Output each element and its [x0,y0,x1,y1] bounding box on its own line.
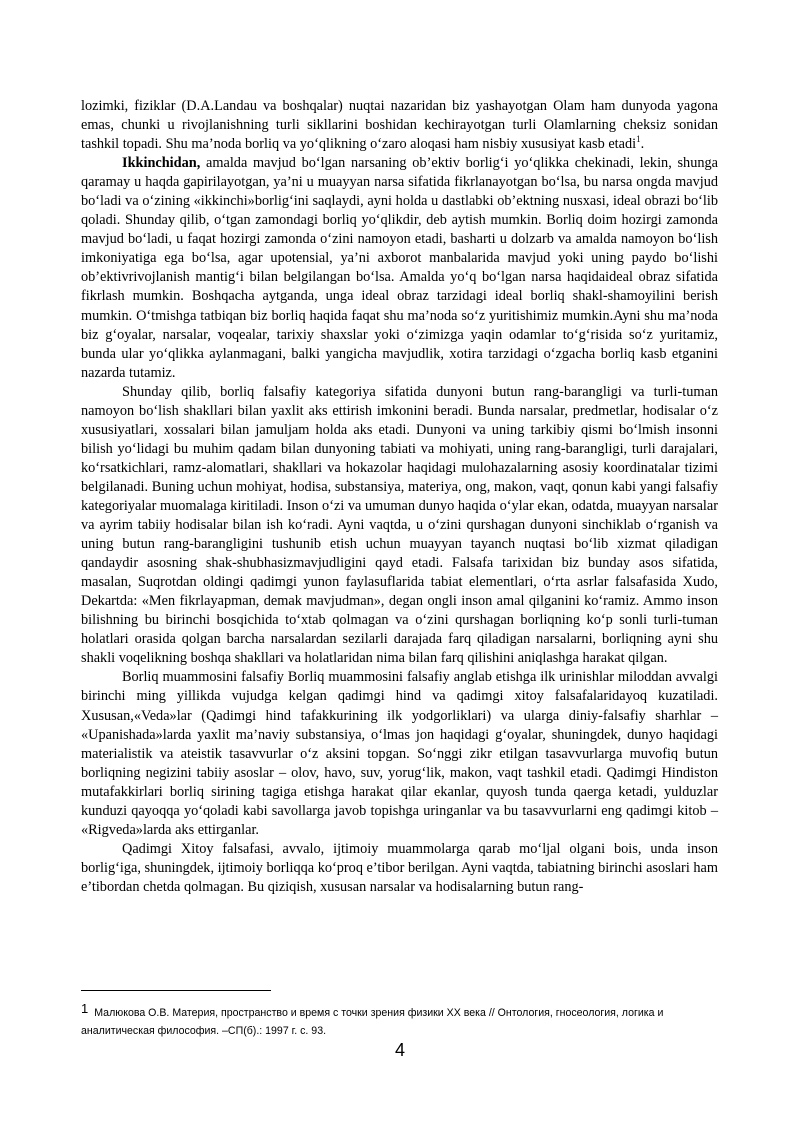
paragraph-3: Shunday qilib, borliq falsafiy kategoriya sifatida dunyoni butun rang-barangligi va turli-tuman namoyon bo‘lish shakllari bilan yaxlit aks ettirish imkonini beradi. Bunda narsalar, predmetlar, hodisalar o‘z xususiyatlari, xossalari bilan jamuljam holda aks etadi. Dunyoni va uning tarkibiy qismi bo‘lmish insonni bilish yo‘lidagi bu muhim qadam bilan dunyoning tabiati va mohiyati, uning rang-barangligi, turli darajalari, ko‘rsatkichlari, ramz-alomatlari, shakllari va hokazolar haqidagi mulohazalarning asosiy koordinatalar tizimi belgilanadi. Buning uchun mohiyat, hodisa, substansiya, materiya, ong, makon, vaqt, qonun kabi yangi falsafiy kategoriyalar muomalaga kiritiladi. Inson o‘zi va umuman dunyo haqida o‘ylar ekan, odatda, muayyan narsalar va ayrim tabiiy hodisalar bilan ish ko‘radi. Ayni vaqtda, u o‘zini qurshagan dunyoni sinchiklab o‘rganish va uning butun rang-barangligini tushunib etish uchun muayyan tayanch nuqtasi bo‘lib xizmat qiladigan qandaydir asosning shak-shubhasizmavjudligini qayd etadi. Falsafa tarixidan biz bunday asos sifatida, masalan, Suqrotdan oldingi qadimgi yunon faylasuflarida tabiat elementlari, o‘rta asrlar falsafasida Xudo, Dekartda: «Men fikrlayapman, demak mavjudman», degan ongli inson amal qilganini ko‘ramiz. Ammo inson bilishning bu birinchi bosqichida to‘xtab qolmagan va o‘zini qurshagan borliqning ko‘p sonli turli-tuman holatlari orasida qolgan barcha narsalardan sezilarli darajada farq qiladigan narsalarni, borliqning ayni shu shakli voqelikning boshqa shakllari va holatlaridan nima bilan farq qilishini aniqlashga harakat qilgan. [81,383,718,667]
paragraph-2-text: amalda mavjud bo‘lgan narsaning ob’ektiv borlig‘i yo‘qlikka chekinadi, lekin, shunga qaramay u haqda gapirilayotgan, ya’ni u muayyan narsa sifatida fikrlanayotgan bo‘lsa, bu narsa ongda mavjud bo‘ladi va o‘zining «ikkinchi»borlig‘ini saqlaydi, ayni holda u dastlabki ob’ektning nusxasi, ideal obrazi bo‘lib qoladi. Shunday qilib, o‘tgan zamondagi borliq yo‘qlikdir, deb aytish mumkin. Borliq doim hozirgi zamonda mavjud bo‘ladi, u faqat hozirgi zamonda o‘zini namoyon etadi, basharti u dolzarb va amalda namoyon bo‘lish imkoniyatiga ega bo‘lsa, agar upotensial, ya’ni axborot manbalarida mavjud yoki uning paydo bo‘lishi ob’ektivrivojlanish mantig‘i bilan belgilangan bo‘lsa. Amalda yo‘q bo‘lgan narsa haqidaideal obraz sifatida fikrlash mumkin. Boshqacha aytganda, unga ideal obraz tarzidagi ideal borliq shakl-shamoyilini berish mumkin. O‘tmishga tatbiqan biz borliq haqida faqat shu ma’noda so‘z yuritishimiz mumkin.Ayni shu ma’noda biz g‘oyalar, narsalar, voqealar, tarixiy shaxslar yoki o‘zimizga yaqin odamlar to‘g‘risida so‘z yuritamiz, bunda ular yo‘qlikka aylanmagani, balki yangicha mavjudlik, xotira tarzidagi o‘zgacha borliq kasb etganini nazarda tutamiz. [81,155,718,381]
body-text [81,97,718,897]
footnote-divider [81,990,271,991]
paragraph-2 [81,154,718,383]
paragraph-1 [81,97,718,154]
page-number: 4 [394,1040,405,1060]
paragraph-1-end: . [640,136,645,153]
footnote-reference[interactable]: 1 [636,134,641,145]
paragraph-1-text: lozimki, fiziklar (D.A.Landau va boshqalar) nuqtai nazaridan biz yashayotgan Olam ham dunyoda yagona emas, chunki u rivojlanishning turli sikllarini boshidan kechirayotgan turli Olamlarning cheksiz sonidan tashkil topadi. Shu ma’noda borliq va yo‘qlikning o‘zaro aloqasi ham nisbiy xususiyat kasb etadi [81,98,718,153]
footnote [81,1000,718,1040]
footnote-mark: 1 [81,1001,89,1016]
footnote-text: Малюкова О.В. Материя, пространство и время с точки зрения физики XX века // Онтология, гносеология, логика и аналитическая философия. –СП(б).: 1997 г. с. 93. [81,1007,664,1037]
paragraph-5: Qadimgi Xitoy falsafasi, avvalo, ijtimoiy muammolarga qarab mo‘ljal olgani bois, unda inson borlig‘iga, shuningdek, ijtimoiy borliqqa ko‘proq e’tibor berilgan. Ayni vaqtda, tabiatning birinchi asoslari ham e’tibordan chetda qolmagan. Bu qiziqish, xususan narsalar va hodisalarning butun rang- [81,840,718,895]
paragraph-4: Borliq muammosini falsafiy Borliq muammosini falsafiy anglab etishga ilk urinishlar miloddan avvalgi birinchi ming yillikda vujudga kelgan qadimgi hind va qadimgi xitoy falsafalaridayoq kuzatiladi. Xususan,«Veda»lar (Qadimgi hind tafakkurining ilk yodgorliklari) va ularga diniy-falsafiy sharhlar – «Upanishada»larda yaxlit ma’naviy substansiya, o‘lmas jon haqidagi g‘oyalar, shuningdek, dunyo haqidagi materialistik va ateistik tasavvurlar o‘z aksini topgan. So‘nggi zikr etilgan tasavvurlarga muvofiq butun borliqning negizini tabiiy asoslar – olov, havo, suv, yorug‘lik, makon, vaqt tashkil etadi. Qadimgi Hindiston mutafakkirlari borliq sirining tagiga etishga harakat qilar ekanlar, quyosh tunda qaerga ketadi, yulduzlar kunduzi qayoqqa yo‘qoladi kabi savollarga javob topishga uringanlar va bu tasavvurlarni eng qadimgi kitob – «Rigveda»larda aks ettirganlar. [81,669,718,838]
paragraph-2-lead: Ikkinchidan, [122,155,201,172]
